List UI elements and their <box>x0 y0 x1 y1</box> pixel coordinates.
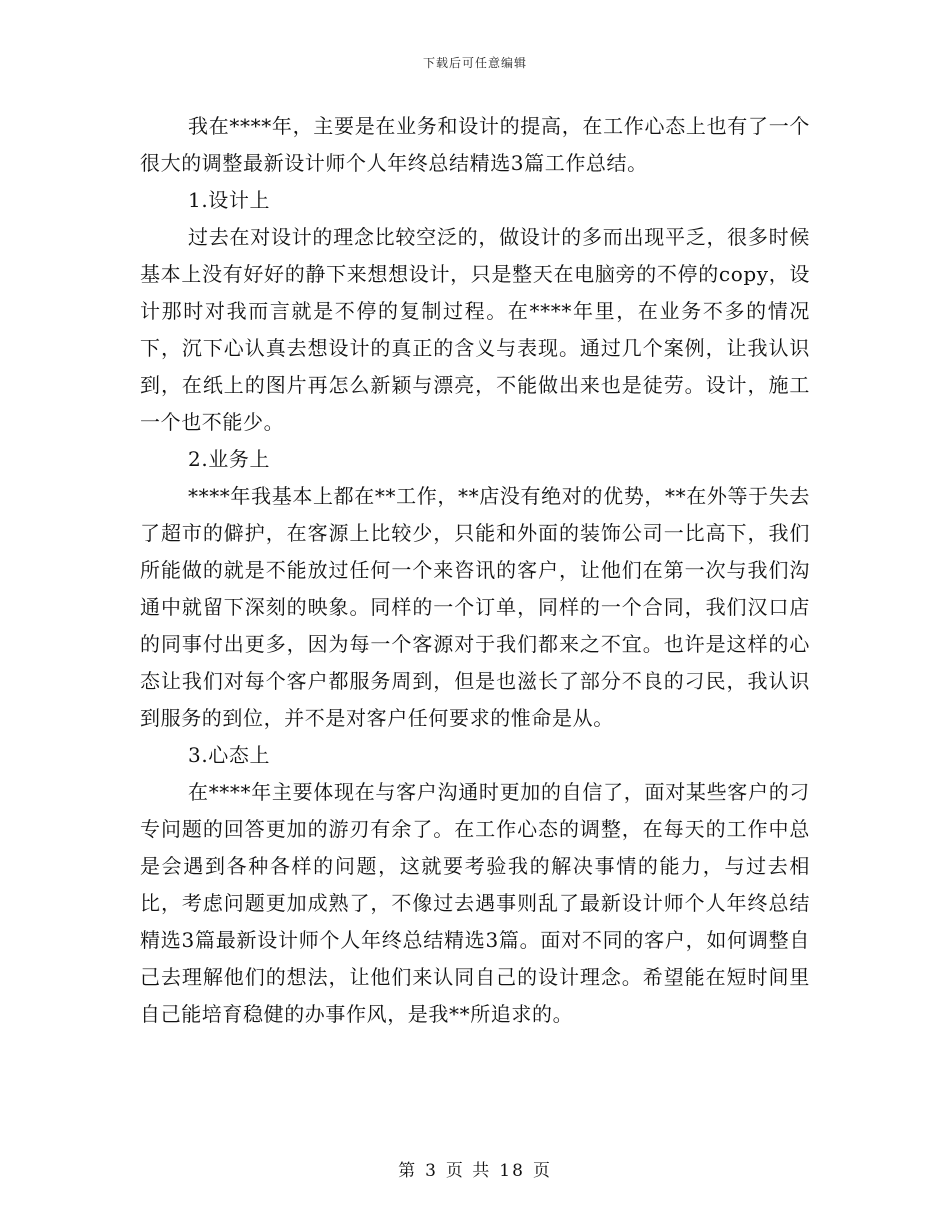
document-body <box>140 108 810 1033</box>
section-heading-mindset: 3.心态上 <box>188 743 271 767</box>
paragraph-design: 过去在对设计的理念比较空泛的，做设计的多而出现平乏，很多时候基本上没有好好的静下来想想设计，只是整天在电脑旁的不停的copy，设计那时对我而言就是不停的复制过程。在****年里，在业务不多的情况下，沉下心认真去想设计的真正的含义与表现。通过几个案例，让我认识到，在纸上的图片再怎么新颖与漂亮，不能做出来也是徒劳。设计，施工一个也不能少。 <box>140 225 810 434</box>
page-footer <box>0 1156 950 1181</box>
section-heading-design: 1.设计上 <box>188 188 271 212</box>
paragraph-business: ****年我基本上都在**工作，**店没有绝对的优势，**在外等于失去了超市的僻护，在客源上比较少，只能和外面的装饰公司一比高下，我们所能做的就是不能放过任何一个来咨讯的客户，让他们在第一次与我们沟通中就留下深刻的映象。同样的一个订单，同样的一个合同，我们汉口店的同事付出更多，因为每一个客源对于我们都来之不宜。也许是这样的心态让我们对每个客户都服务周到，但是也滋长了部分不良的刁民，我认识到服务的到位，并不是对客户任何要求的惟命是从。 <box>140 484 810 730</box>
section-heading-business: 2.业务上 <box>188 447 271 471</box>
paragraph-mindset: 在****年主要体现在与客户沟通时更加的自信了，面对某些客户的刁专问题的回答更加的游刃有余了。在工作心态的调整，在每天的工作中总是会遇到各种各样的问题，这就要考验我的解决事情的能力，与过去相比，考虑问题更加成熟了，不像过去遇事则乱了最新设计师个人年终总结精选3篇最新设计师个人年终总结精选3篇。面对不同的客户，如何调整自己去理解他们的想法，让他们来认同自己的设计理念。希望能在短时间里自己能培育稳健的办事作风，是我**所追求的。 <box>140 780 810 1026</box>
footer-middle: 页 共 <box>445 1161 492 1181</box>
footer-prefix: 第 <box>398 1161 418 1181</box>
page-header: 下载后可任意编辑 <box>422 56 527 70</box>
paragraph-intro: 我在****年，主要是在业务和设计的提高，在工作心态上也有了一个很大的调整最新设计师个人年终总结精选3篇工作总结。 <box>140 114 810 175</box>
page-number: 3 <box>425 1161 438 1181</box>
footer-suffix: 页 <box>532 1161 552 1181</box>
page-total: 18 <box>499 1161 525 1181</box>
